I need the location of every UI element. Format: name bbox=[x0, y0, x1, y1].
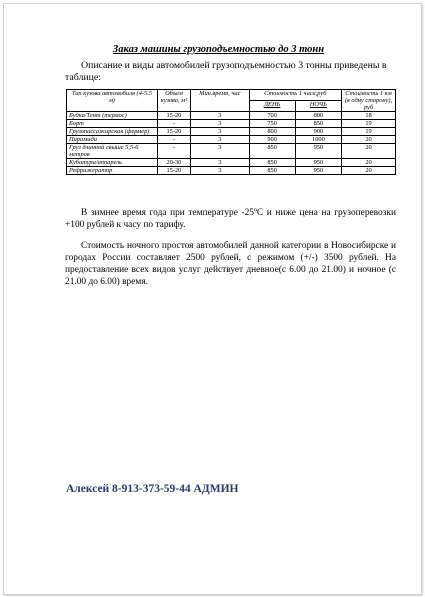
row-type-cell: Груз длинной свыше 5,5-6 метров bbox=[67, 144, 158, 159]
row-night-price-cell: 850 bbox=[295, 120, 341, 128]
row-day-price-cell: 700 bbox=[249, 112, 295, 120]
document-title: Заказ машины грузоподъемностью до 3 тонн bbox=[112, 44, 325, 55]
table-row bbox=[67, 167, 396, 175]
row-min-time-cell: 3 bbox=[191, 159, 250, 167]
row-night-price-cell: 900 bbox=[295, 128, 341, 136]
row-type-cell: Грузопассажирская (фермер) bbox=[67, 128, 158, 136]
table-body bbox=[67, 112, 396, 175]
row-type-cell: Рефрижератор bbox=[67, 167, 158, 175]
row-min-time-cell: 3 bbox=[191, 128, 250, 136]
header-body-type: Тип кузова автомобиля (4-5.5 м) bbox=[67, 90, 158, 112]
row-volume-cell: 15-20 bbox=[157, 128, 190, 136]
row-km-price-cell: 20 bbox=[342, 136, 396, 144]
row-type-cell: Кубатура/аппарель bbox=[67, 159, 158, 167]
table-row bbox=[67, 112, 396, 120]
row-volume-cell: - bbox=[157, 136, 190, 144]
row-volume-cell: - bbox=[157, 144, 190, 159]
row-km-price-cell: 20 bbox=[342, 144, 396, 159]
row-day-price-cell: 850 bbox=[249, 159, 295, 167]
header-day: ДЕНЬ bbox=[249, 101, 295, 112]
row-km-price-cell: 20 bbox=[342, 159, 396, 167]
header-min-time: Мин.время, час bbox=[191, 90, 250, 112]
row-km-price-cell: 18 bbox=[342, 112, 396, 120]
row-volume-cell: 15-20 bbox=[157, 167, 190, 175]
table-row bbox=[67, 128, 396, 136]
row-km-price-cell: 20 bbox=[342, 167, 396, 175]
table-row bbox=[67, 136, 396, 144]
row-day-price-cell: 850 bbox=[249, 144, 295, 159]
row-day-price-cell: 850 bbox=[249, 167, 295, 175]
row-day-price-cell: 900 bbox=[249, 136, 295, 144]
row-min-time-cell: 3 bbox=[191, 144, 250, 159]
row-min-time-cell: 3 bbox=[191, 112, 250, 120]
row-night-price-cell: 800 bbox=[295, 112, 341, 120]
row-min-time-cell: 3 bbox=[191, 136, 250, 144]
row-volume-cell: 20-30 bbox=[157, 159, 190, 167]
row-night-price-cell: 950 bbox=[295, 167, 341, 175]
table-row bbox=[67, 120, 396, 128]
row-type-cell: Пирамида bbox=[67, 136, 158, 144]
row-km-price-cell: 19 bbox=[342, 120, 396, 128]
table-row bbox=[67, 144, 396, 159]
intro-paragraph: Описание и виды автомобилей грузоподъемностью 3 тонны приведены в таблице: bbox=[65, 60, 387, 83]
document-page bbox=[3, 3, 422, 595]
contact-line[interactable]: Алексей 8-913-373-59-44 АДМИН bbox=[66, 483, 239, 495]
row-night-price-cell: 950 bbox=[295, 144, 341, 159]
header-night: НОЧЬ bbox=[295, 101, 341, 112]
price-table bbox=[66, 89, 396, 175]
row-min-time-cell: 3 bbox=[191, 167, 250, 175]
row-km-price-cell: 19 bbox=[342, 128, 396, 136]
header-volume: Объем кузова, м³ bbox=[157, 90, 190, 112]
row-night-price-cell: 1000 bbox=[295, 136, 341, 144]
row-volume-cell: 15-20 bbox=[157, 112, 190, 120]
row-day-price-cell: 750 bbox=[249, 120, 295, 128]
winter-paragraph: В зимнее время года при температуре -25ºС и ниже цена на грузоперевозки +100 рублей к часу по тарифу. bbox=[65, 208, 396, 230]
row-day-price-cell: 800 bbox=[249, 128, 295, 136]
row-volume-cell: - bbox=[157, 120, 190, 128]
row-night-price-cell: 950 bbox=[295, 159, 341, 167]
row-type-cell: Будка/Тент (термос) bbox=[67, 112, 158, 120]
header-cost-hour: Стоимость 1 часа,руб bbox=[249, 90, 341, 101]
row-min-time-cell: 3 bbox=[191, 120, 250, 128]
night-idle-paragraph: Стоимость ночного простоя автомобилей данной категории в Новосибирске и городах России составляет 2500 рублей, с режимом (+/-) 3500 рублей. На предоставление всех видов услуг действует дневное(с 6.00 до 21.00) и ночное (с 21.00 до 6.00) время. bbox=[65, 241, 396, 287]
table-row bbox=[67, 159, 396, 167]
header-cost-km: Стоимость 1 км (в одну сторону), руб bbox=[342, 90, 396, 112]
row-type-cell: Борт bbox=[67, 120, 158, 128]
